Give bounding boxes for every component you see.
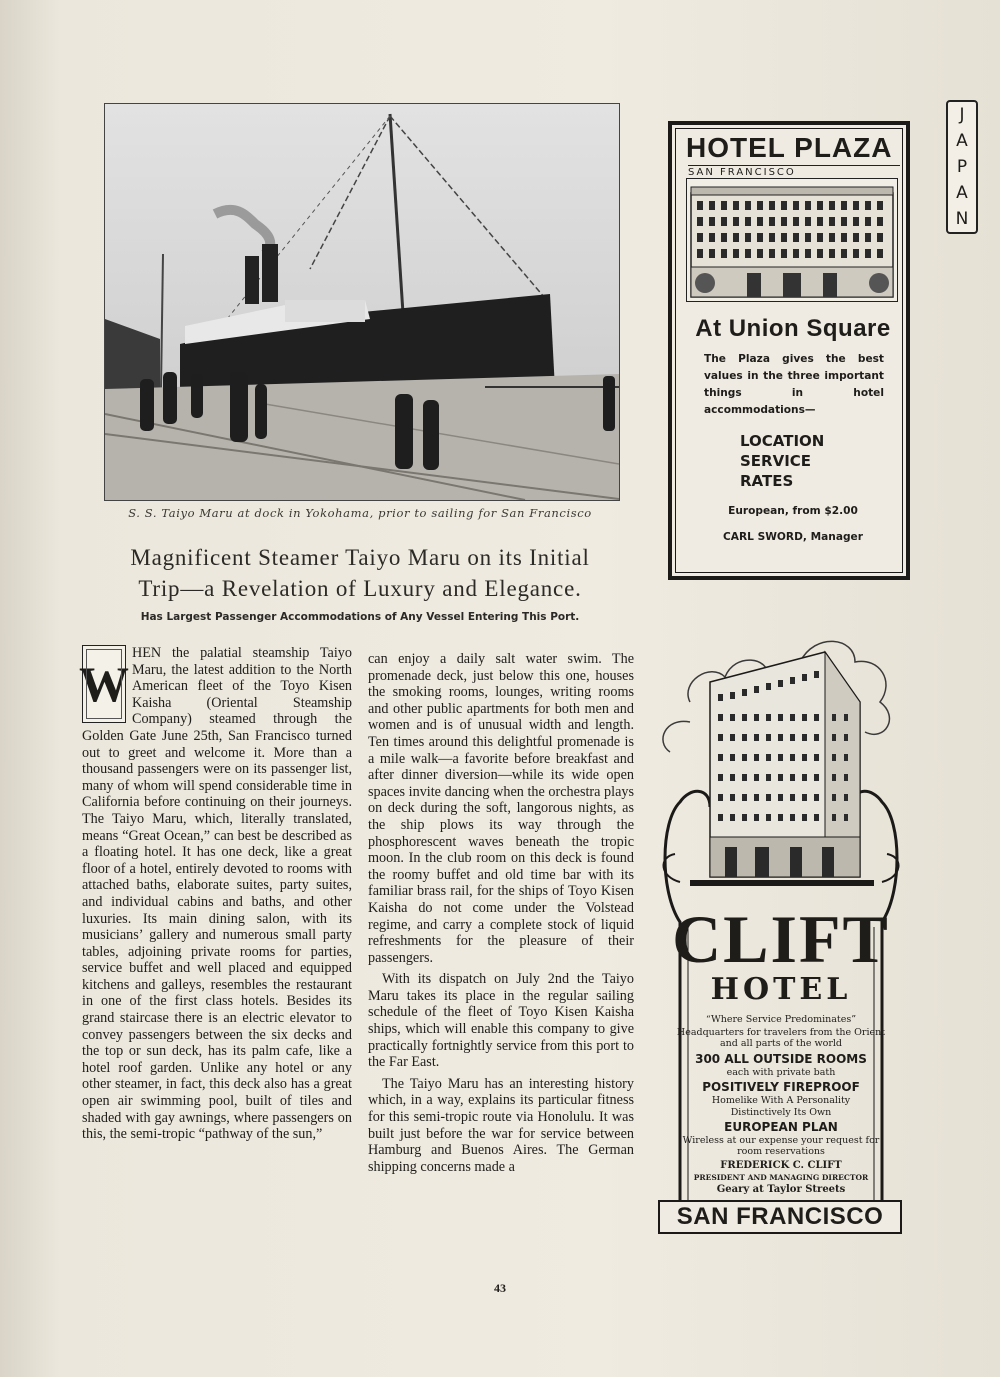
clift-wireless: Wireless at our expense your request for room reservations xyxy=(682,1135,880,1157)
clift-distinctive: Distinctively Its Own xyxy=(730,1107,832,1118)
clift-fireproof: POSITIVELY FIREPROOF xyxy=(702,1080,860,1094)
plaza-feature: RATES xyxy=(740,472,794,490)
clift-proprietor-title: PRESIDENT AND MANAGING DIRECTOR xyxy=(693,1173,869,1182)
clift-hotel-ad xyxy=(650,622,912,1242)
plaza-feature: SERVICE xyxy=(740,452,812,470)
clift-city: SAN FRANCISCO xyxy=(658,1200,902,1234)
plaza-manager: CARL SWORD, Manager xyxy=(723,531,863,543)
headline-line: Trip—a Revelation of Luxury and Elegance. xyxy=(138,576,582,601)
article-headline xyxy=(90,542,630,604)
article-column-1 xyxy=(79,645,352,1143)
clift-bath: each with private bath xyxy=(726,1067,836,1078)
clift-slogan: “Where Service Predominates” xyxy=(705,1014,857,1025)
clift-address: Geary at Taylor Streets xyxy=(716,1184,846,1195)
plaza-feature: LOCATION xyxy=(740,432,825,450)
clift-name: CLIFT xyxy=(672,901,890,977)
article-paragraph: The Taiyo Maru has an interesting history which, in a way, explains its particular fitness for this semi-tropic route via Honolulu. It was built just before the war for service between Hamburg and Buenos Aires. The German shipping concerns made a xyxy=(368,1075,634,1175)
clift-proprietor: FREDERICK C. CLIFT xyxy=(720,1160,842,1171)
tab-letter: J xyxy=(959,104,965,125)
plaza-description: The Plaza gives the best values in the three important things in hotel accommodations— xyxy=(704,353,884,416)
tab-letter: N xyxy=(955,208,969,229)
plaza-features-list xyxy=(740,431,890,491)
clift-plan: EUROPEAN PLAN xyxy=(724,1120,838,1134)
article-subhead: Has Largest Passenger Accommodations of Any Vessel Entering This Port. xyxy=(140,611,580,623)
hotel-plaza-ad xyxy=(668,121,910,580)
clift-hotel-label: HOTEL xyxy=(710,972,852,1007)
article-column-2 xyxy=(368,651,634,1175)
article-paragraph: HEN the palatial steamship Taiyo Maru, the latest addition to the North American fleet of the Toyo Kisen Kaisha (Oriental Steamship Company) steamed through the Golden Gate June 25th, San Francisco turned out to greet and welcome it. More than a thousand passengers were on its passenger list, many of whom will spend considerable time in California before continuing on their journeys. The Taiyo Maru, which, literally translated, means “Great Ocean,” can best be described as a floating hotel. It has one deck, like a great floor of a hotel, entirely devoted to rooms with attached baths, elaborate suites, party suites, and individual cabins and baths, and other luxuries. Its main dining salon, with its musicians’ gallery and numerous small party tables, adjoining private rooms for parties, service buffet and well placed and equipped kitchens and galleys, resembles the restaurant in one of the first class hotels. Besides its grand staircase there is an electric elevator to convey passengers between the six decks and the top or sun deck, has its palm cafe, like a hotel roof garden. Unlike any hotel or any other steamer, in fact, this deck also has a great open air swimming pool, built of tiles and shaded with gay awnings, where passengers on this, the semi-tropic “pathway of the sun,” xyxy=(82,645,352,1143)
clift-homelike: Homelike With A Personality xyxy=(711,1095,851,1106)
plaza-building-illustration xyxy=(686,178,898,302)
photo-caption: S. S. Taiyo Maru at dock in Yokohama, prior to sailing for San Francisco xyxy=(128,506,592,520)
clift-rooms: 300 ALL OUTSIDE ROOMS xyxy=(695,1052,867,1066)
plaza-location-heading: At Union Square xyxy=(695,315,891,342)
tab-letter: A xyxy=(956,130,968,151)
plaza-city: SAN FRANCISCO xyxy=(688,165,900,178)
ship-illustration xyxy=(105,104,619,500)
tab-letter: P xyxy=(956,156,968,177)
plaza-title: HOTEL PLAZA xyxy=(686,132,893,163)
plaza-price: European, from $2.00 xyxy=(728,505,858,517)
ship-photo xyxy=(104,103,620,501)
article-paragraph: With its dispatch on July 2nd the Taiyo Maru takes its place in the regular sailing schedule of the fleet of Toyo Kisen Kaisha ships, which will enable this company to give practically fortnightly service from this port to the Far East. xyxy=(368,971,634,1071)
drop-cap: W xyxy=(82,645,126,723)
page-number: 43 xyxy=(494,1281,506,1295)
japan-section-tab xyxy=(946,100,978,234)
building-icon xyxy=(687,179,897,301)
clift-headquarters: Headquarters for travelers from the Orient and all parts of the world xyxy=(676,1027,886,1049)
headline-line: Magnificent Steamer Taiyo Maru on its Initial xyxy=(130,545,590,570)
article-paragraph: can enjoy a daily salt water swim. The promenade deck, just below this one, houses the smoking rooms, lounges, writing rooms and other public apartments for both men and women and is of unusual width and length. Ten times around this delightful promenade is a mile walk—a favorite before breakfast and after dinner diversion—while its wide open spaces invite dancing when the orchestra plays on deck during the soft, langorous nights, as the ship plows its way through the phosphorescent waves beneath the tropic moon. In the club room on this deck is found the roomy buffet and old time bar with its familiar brass rail, for the ships of Toyo Kisen Kaisha do not come under the Volstead regime, and carry a complete stock of liquid refreshments for the pleasure of their passengers. xyxy=(368,651,634,966)
tab-letter: A xyxy=(956,182,968,203)
